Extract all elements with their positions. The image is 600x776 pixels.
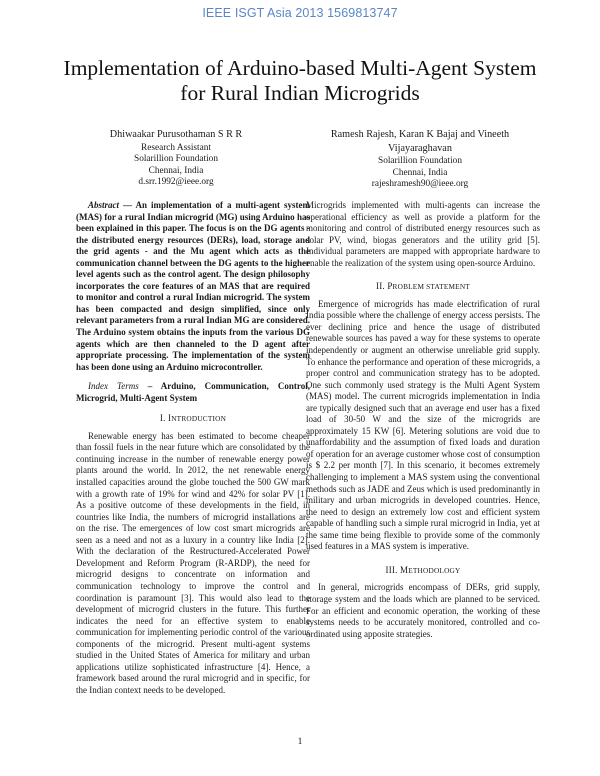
methodology-paragraph: In general, microgrids encompass of DERs, grid supply, storage system and the loads which are planned to be serviced. For an efficient and economic operation, the working of these systems needs to be accurately monitored, controlled and co-ordinated using apposite strategies. — [306, 582, 540, 639]
page-number: 1 — [297, 737, 303, 747]
section-title-rest: ETHODOLOGY — [408, 565, 461, 575]
section-heading-methodology — [306, 565, 540, 577]
abstract-text: — An implementation of a multi-agent system (MAS) for a rural Indian microgrid (MG) using Arduino has been explained in this paper. The focus is on the DG agents - the distributed energy resources (DERs), load, storage and the grid agents - and the Mu agent which acts as the communication channel between the DG agents to the higher level agents such as the control agent. The design philosophy incorporates the core features of an MAS that are required to monitor and control a rural Indian microgrid. The system has been compacted and design simplified, since only relevant parameters from a rural Indian MG are considered. The Arduino system obtains the inputs from the various DG agents which are then channeled to the D agent after appropriate processing. The implementation of the system has been done using an Arduino microcontroller. — [76, 200, 310, 372]
section-title-rest: ROBLEM STATEMENT — [392, 282, 470, 292]
abstract — [76, 200, 310, 373]
section-title-initial: P — [387, 281, 393, 292]
section-numeral: III. — [385, 564, 398, 575]
author-block-1 — [66, 129, 286, 189]
abstract-label: Abstract — [88, 200, 120, 210]
title-line-1: Implementation of Arduino-based Multi-Agent System — [63, 56, 537, 80]
author-names-line-2: Vijayaraghavan — [388, 142, 452, 154]
author-role: Research Assistant — [141, 142, 211, 153]
section-title-initial: M — [400, 564, 409, 575]
section-heading-problem-statement — [306, 281, 540, 293]
index-terms-label: Index Terms — [88, 381, 139, 392]
section-numeral: I. — [159, 413, 166, 424]
section-title-rest: NTRODUCTION — [171, 414, 227, 424]
author-org: Solarillion Foundation — [134, 154, 218, 165]
section-title-initial: I — [168, 413, 172, 424]
section-heading-introduction — [76, 413, 310, 425]
author-location: Chennai, India — [148, 165, 204, 176]
conference-watermark: IEEE ISGT Asia 2013 1569813747 — [202, 6, 398, 20]
introduction-continuation: Microgrids implemented with multi-agents can increase the operational efficiency as well as provide a platform for the monitoring and control of distributed energy resources such as solar PV, wind, biogas generators and the utility grid [5]. Individual parameters are mapped with appropriate hardware to enable the realization of the system using open-source Arduino. — [306, 200, 540, 268]
author-email: d.srr.1992@ieee.org — [138, 177, 214, 188]
problem-statement-paragraph: Emergence of microgrids has made electrification of rural India possible where the challenge of energy access persists. The ever declining price and hence the usage of distributed renewable sources has paved a way for these systems to operate independently or augment an otherwise unreliable grid supply. To enhance the performance and operation of these microgrids, a proper control and communication strategy has to be adopted. One such commonly used strategy is the Multi Agent System (MAS) model. The current microgrids implementation in India are typically designed such that an average end user has a fixed load of 30-50 W and the size of the microgrids are approximately 15 KW [6]. Metering solutions are void due to unaffordability and the assumption of fixed loads and duration of operation for an average customer whose cost of consumption is $ 2.2 per month [7]. In this scenario, it becomes extremely challenging to implement a MAS system using the conventional methods such as JADE and Zeus which is used predominantly in military and urban microgrids in developed countries. Hence, the need to design an extremely low cost and efficient system capable of handling such a simple rural microgrid in India, yet at the same time being flexible to provide some of the commonly used features in a MAS system is imperative. — [306, 298, 540, 552]
introduction-paragraph: Renewable energy has been estimated to become cheaper than fossil fuels in the near future which are consolidated by the continuing increase in the number of renewable energy power plants around the world. In 2012, the net renewable energy installed capacities around the globe touched the 500 GW mark with a growth rate of 19% for wind and 42% for solar PV [1]. As a positive outcome of these developments in the field, in countries like India, the numbers of microgrid installations are on the rise. The emergences of low cost smart microgrids are seen as a need and not as a luxury in a country like India [2]. With the declaration of the Restructured-Accelerated Power Development and Reform Program (R-ARDP), the need for microgrid designs to concentrate on information and communication technology to improve the control and coordination is paramount [3]. This would also lead to the development of microgrid clusters in the future. This further indicates the need for an effective system to enable communication for implementing periodic control of the various components of the microgrid. Present multi-agent systems studied in the United States of America for military and urban applications utilize sophisticated infrastructure [4]. Hence, a framework based around the rural microgrid and in specific, for the Indian context needs to be developed. — [76, 430, 310, 695]
left-column — [76, 200, 310, 696]
author-block-2 — [305, 129, 535, 191]
author-email: rajeshramesh90@ieee.org — [371, 179, 469, 190]
author-names-line-1: Ramesh Rajesh, Karan K Bajaj and Vineeth — [330, 129, 510, 140]
author-name: Dhiwaakar Purusothaman S R R — [109, 129, 243, 140]
title-line-2: for Rural Indian Microgrids — [180, 81, 420, 105]
author-org: Solarillion Foundation — [378, 156, 462, 167]
index-terms — [76, 381, 310, 404]
section-numeral: II. — [376, 281, 385, 292]
right-column — [306, 200, 540, 640]
paper-title — [30, 56, 570, 106]
index-terms-text: – Arduino, Communication, Control, Microgrid, Multi-Agent System — [76, 381, 310, 403]
author-location: Chennai, India — [392, 167, 448, 178]
